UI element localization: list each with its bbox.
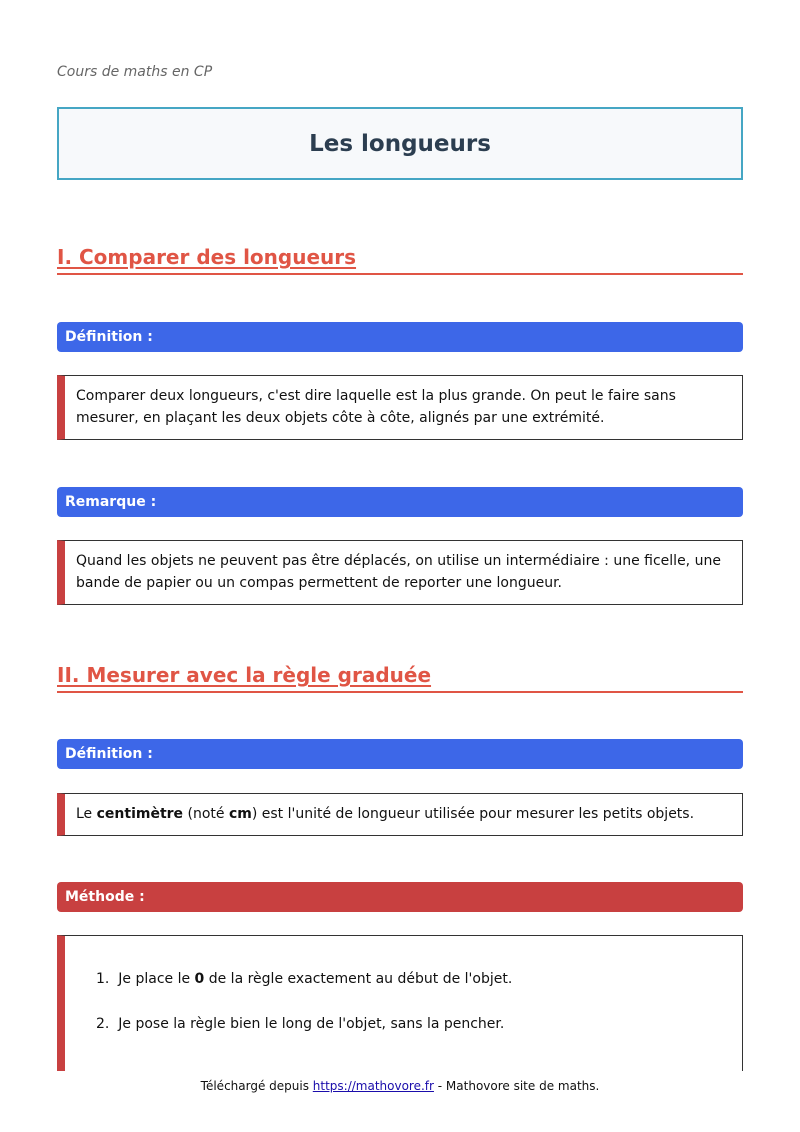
text-run: Je pose la règle bien le long de l'objet, sans la pencher. (118, 1016, 505, 1032)
step-number: 2. (96, 1016, 110, 1032)
remark-label: Remarque : (57, 487, 743, 517)
text-run: ) est l'unité de longueur utilisée pour mesurer les petits objets. (251, 806, 695, 822)
method-steps (96, 968, 512, 1058)
method-step-2 (96, 1013, 512, 1035)
footer-link[interactable]: https://mathovore.fr (312, 1079, 434, 1093)
method-content (57, 935, 743, 1071)
definition-content-2 (57, 793, 743, 836)
text-run: de la règle exactement au début de l'objet. (204, 971, 513, 987)
remark-content: Quand les objets ne peuvent pas être déplacés, on utilise un intermédiaire : une ficelle, une bande de papier ou un compas permettent de reporter une longueur. (57, 540, 743, 605)
course-subtitle: Cours de maths en CP (57, 64, 213, 80)
text-run: (noté (183, 806, 229, 822)
definition-label-1: Définition : (57, 322, 743, 352)
definition-label-2: Définition : (57, 739, 743, 769)
bold-term-cm: cm (228, 806, 252, 822)
footer-prefix: Téléchargé depuis (200, 1079, 313, 1093)
section-heading-2-text: II. Mesurer avec la règle graduée (57, 663, 432, 687)
method-label: Méthode : (57, 882, 743, 912)
page-footer (0, 1079, 800, 1093)
bold-term-centimetre: centimètre (96, 806, 184, 822)
section-heading-1 (57, 245, 743, 275)
step-number: 1. (96, 971, 110, 987)
page-title: Les longueurs (309, 130, 491, 157)
section-heading-1-text: I. Comparer des longueurs (57, 245, 357, 269)
bold-zero: 0 (194, 971, 205, 987)
page-title-box (57, 107, 743, 180)
footer-suffix: - Mathovore site de maths. (433, 1079, 600, 1093)
definition-content-1: Comparer deux longueurs, c'est dire laquelle est la plus grande. On peut le faire sans mesurer, en plaçant les deux objets côte à côte, alignés par une extrémité. (57, 375, 743, 440)
section-heading-2 (57, 663, 743, 693)
text-run: Je place le (118, 971, 195, 987)
text-run: Le (76, 806, 97, 822)
method-step-1 (96, 968, 512, 990)
